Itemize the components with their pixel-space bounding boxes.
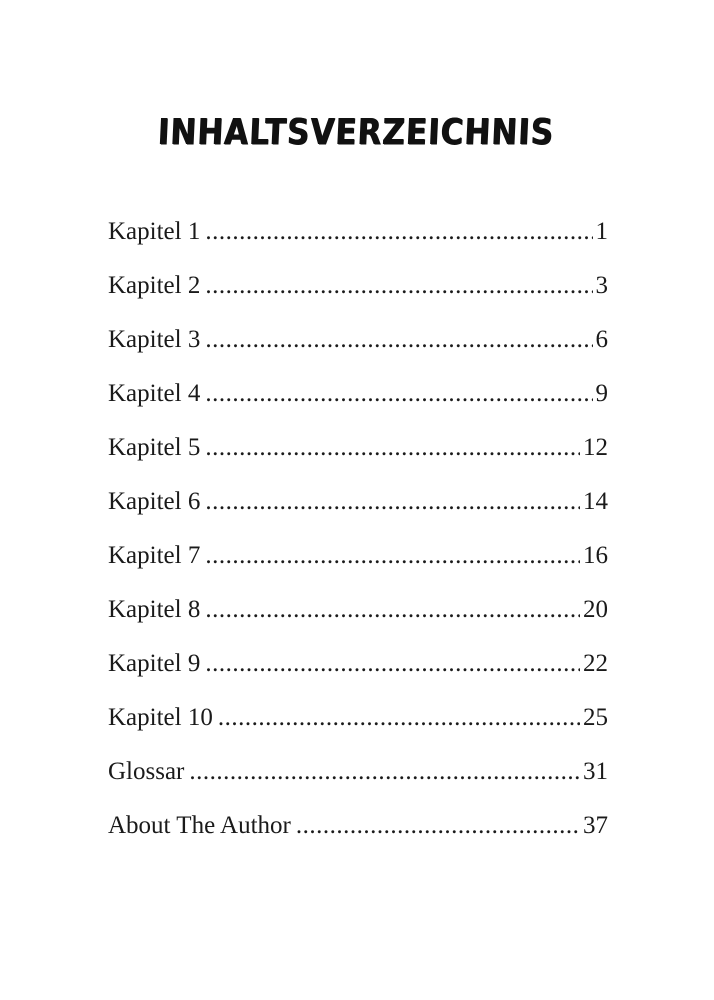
toc-entry[interactable] bbox=[108, 272, 608, 326]
toc-dot-leader bbox=[205, 272, 592, 300]
toc-entry[interactable] bbox=[108, 596, 608, 650]
toc-entry-label: Kapitel 4 bbox=[108, 380, 201, 407]
toc-entry-label: About The Author bbox=[108, 812, 291, 839]
toc-entry-page-number: 16 bbox=[583, 542, 608, 569]
toc-dot-leader bbox=[205, 218, 592, 246]
toc-entry[interactable] bbox=[108, 488, 608, 542]
toc-dot-leader bbox=[189, 758, 580, 786]
toc-entry-page-number: 25 bbox=[583, 704, 608, 731]
toc-entry-page-number: 1 bbox=[595, 218, 608, 245]
toc-entry-page-number: 6 bbox=[595, 326, 608, 353]
page-title: INHALTSVERZEICHNIS bbox=[156, 112, 556, 154]
toc-entry-label: Kapitel 1 bbox=[108, 218, 201, 245]
toc-dot-leader bbox=[296, 812, 580, 840]
toc-dot-leader bbox=[205, 542, 580, 570]
toc-entry-label: Glossar bbox=[108, 758, 185, 785]
toc-entry-page-number: 31 bbox=[583, 758, 608, 785]
toc-entry[interactable] bbox=[108, 650, 608, 704]
toc-entry[interactable] bbox=[108, 218, 608, 272]
toc-entry[interactable] bbox=[108, 704, 608, 758]
toc-dot-leader bbox=[205, 326, 592, 354]
toc-entry-page-number: 12 bbox=[583, 434, 608, 461]
toc-entry[interactable] bbox=[108, 542, 608, 596]
toc-dot-leader bbox=[205, 596, 580, 624]
toc-entry[interactable] bbox=[108, 326, 608, 380]
toc-dot-leader bbox=[205, 434, 580, 462]
toc-dot-leader bbox=[205, 380, 592, 408]
toc-entry-page-number: 37 bbox=[583, 812, 608, 839]
toc-entry-page-number: 20 bbox=[583, 596, 608, 623]
toc-entry-page-number: 3 bbox=[595, 272, 608, 299]
toc-entry-label: Kapitel 10 bbox=[108, 704, 213, 731]
toc-entry[interactable] bbox=[108, 434, 608, 488]
toc-dot-leader bbox=[205, 488, 580, 516]
toc-entry-label: Kapitel 2 bbox=[108, 272, 201, 299]
toc-entry-label: Kapitel 6 bbox=[108, 488, 201, 515]
toc-entry-page-number: 14 bbox=[583, 488, 608, 515]
toc-entry-page-number: 9 bbox=[595, 380, 608, 407]
toc-entry-label: Kapitel 5 bbox=[108, 434, 201, 461]
toc-entry-label: Kapitel 7 bbox=[108, 542, 201, 569]
toc-entry-label: Kapitel 3 bbox=[108, 326, 201, 353]
toc-entry-label: Kapitel 8 bbox=[108, 596, 201, 623]
table-of-contents bbox=[108, 218, 608, 866]
toc-entry[interactable] bbox=[108, 812, 608, 866]
toc-dot-leader bbox=[218, 704, 580, 732]
toc-dot-leader bbox=[205, 650, 580, 678]
toc-entry-page-number: 22 bbox=[583, 650, 608, 677]
toc-entry[interactable] bbox=[108, 380, 608, 434]
toc-entry-label: Kapitel 9 bbox=[108, 650, 201, 677]
toc-entry[interactable] bbox=[108, 758, 608, 812]
